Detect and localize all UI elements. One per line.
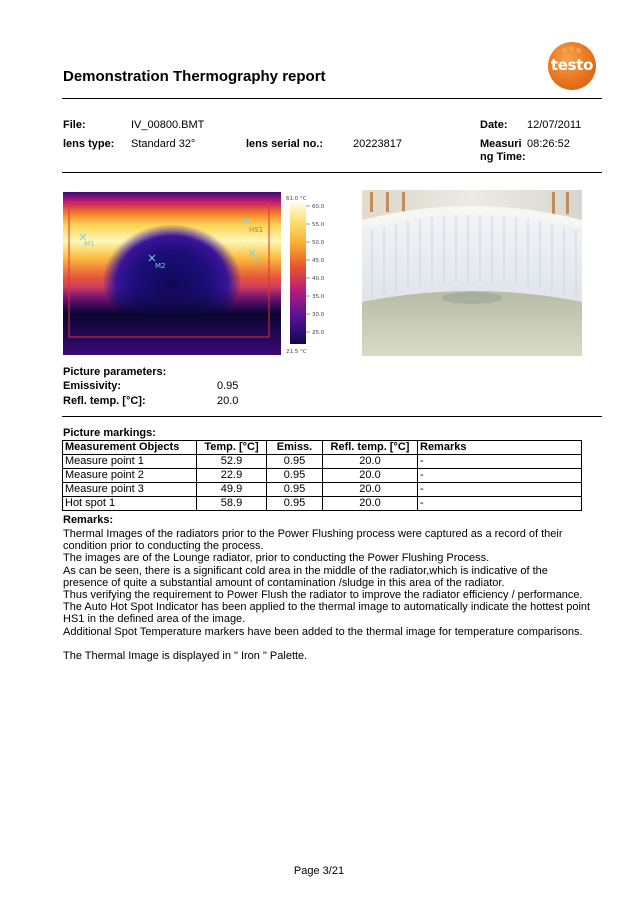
markings-table [62, 440, 582, 511]
remarks-body [63, 528, 603, 662]
scale-tick: 50.0 [312, 240, 325, 246]
table-row [63, 469, 582, 483]
remarks-line: Thus verifying the requirement to Power Flush the radiator to improve the radiator efficiency / performance. [63, 589, 583, 602]
marker-m1: M1 [84, 240, 95, 248]
date-value: 12/07/2011 [527, 119, 582, 131]
cell-remarks: - [418, 469, 582, 483]
parameters-rule [62, 416, 602, 417]
picture-markings-heading: Picture markings: [63, 427, 156, 439]
lens-type-label: lens type: [63, 138, 115, 150]
cell-refl: 20.0 [323, 469, 418, 483]
logo-text: testo [550, 56, 594, 74]
cell-object: Hot spot 1 [63, 497, 197, 511]
marker-m2: M2 [155, 262, 166, 270]
cell-refl: 20.0 [323, 455, 418, 469]
logo-dots [562, 46, 582, 54]
marker-hs1: HS1 [249, 226, 264, 234]
table-row [63, 483, 582, 497]
remarks-line [63, 638, 603, 650]
cell-emiss: 0.95 [267, 455, 323, 469]
scale-tick: 45.0 [312, 258, 325, 264]
remarks-line: The Thermal Image is displayed in " Iron " Palette. [63, 650, 308, 663]
scale-tick: 30.0 [312, 312, 325, 318]
scale-tick: 40.0 [312, 276, 325, 282]
page-number: Page 3/21 [293, 865, 345, 877]
col-header: Temp. [°C] [197, 441, 267, 455]
file-value: IV_00800.BMT [131, 119, 205, 131]
emissivity-label: Emissivity: [63, 380, 122, 392]
testo-logo [548, 42, 596, 90]
thermal-image [63, 192, 281, 355]
table-row [63, 497, 582, 511]
remarks-heading: Remarks: [63, 514, 114, 526]
report-title: Demonstration Thermography report [63, 68, 326, 85]
table-row [63, 455, 582, 469]
remarks-line: condition prior to conducting the process. [63, 540, 264, 553]
scale-min: 21.5 °C [286, 349, 307, 355]
picture-parameters-heading: Picture parameters: [63, 366, 167, 378]
header-rule [62, 172, 602, 173]
cell-emiss: 0.95 [267, 483, 323, 497]
cell-temp: 49.9 [197, 483, 267, 497]
remarks-line: HS1 in the defined area of the image. [63, 613, 246, 626]
scale-tick: 25.0 [312, 330, 325, 336]
scale-tick: 35.0 [312, 294, 325, 300]
date-label: Date: [480, 119, 508, 131]
time-label-line2: ng Time: [480, 151, 526, 163]
file-label: File: [63, 119, 86, 131]
lens-serial-label: lens serial no.: [246, 138, 324, 150]
time-value: 08:26:52 [527, 138, 570, 150]
col-header: Measurement Objects [63, 441, 197, 455]
refl-temp-label: Refl. temp. [°C]: [63, 395, 146, 407]
cell-remarks: - [418, 455, 582, 469]
cell-object: Measure point 3 [63, 483, 197, 497]
scale-tick: 60.0 [312, 204, 325, 210]
temperature-scale [283, 192, 338, 355]
scale-tick: 55.0 [312, 222, 325, 228]
remarks-line: As can be seen, there is a significant cold area in the middle of the radiator,which is indicative of the [63, 564, 548, 577]
col-header: Refl. temp. [°C] [323, 441, 418, 455]
remarks-line: Thermal Images of the radiators prior to the Power Flushing process were captured as a record of their [63, 528, 563, 540]
lens-serial-value: 20223817 [353, 138, 402, 150]
time-label-line1: Measuri [480, 138, 522, 150]
cell-emiss: 0.95 [267, 497, 323, 511]
col-header: Emiss. [267, 441, 323, 455]
table-header-row [63, 441, 582, 455]
remarks-line: The Auto Hot Spot Indicator has been applied to the thermal image to automatically indicate the hottest point [63, 601, 591, 614]
cell-temp: 58.9 [197, 497, 267, 511]
refl-temp-value: 20.0 [217, 395, 239, 407]
marker-m3: M3 [254, 256, 265, 264]
lens-type-value: Standard 32° [131, 138, 196, 150]
cell-temp: 52.9 [197, 455, 267, 469]
cell-remarks: - [418, 497, 582, 511]
cell-object: Measure point 2 [63, 469, 197, 483]
scale-max: 61.0 °C [286, 196, 307, 202]
cell-remarks: - [418, 483, 582, 497]
col-header: Remarks [418, 441, 582, 455]
title-rule [62, 98, 602, 99]
cell-refl: 20.0 [323, 497, 418, 511]
cell-temp: 22.9 [197, 469, 267, 483]
remarks-line: Additional Spot Temperature markers have been added to the thermal image for temperature comparisons. [63, 625, 583, 638]
cell-emiss: 0.95 [267, 469, 323, 483]
emissivity-value: 0.95 [217, 380, 239, 392]
remarks-line: presence of quite a substantial amount of contamination /sludge in this area of the radiator. [63, 576, 505, 589]
cell-refl: 20.0 [323, 483, 418, 497]
visual-photo [362, 190, 582, 356]
remarks-line: The images are of the Lounge radiator, prior to conducting the Power Flushing Process. [63, 552, 490, 565]
cell-object: Measure point 1 [63, 455, 197, 469]
